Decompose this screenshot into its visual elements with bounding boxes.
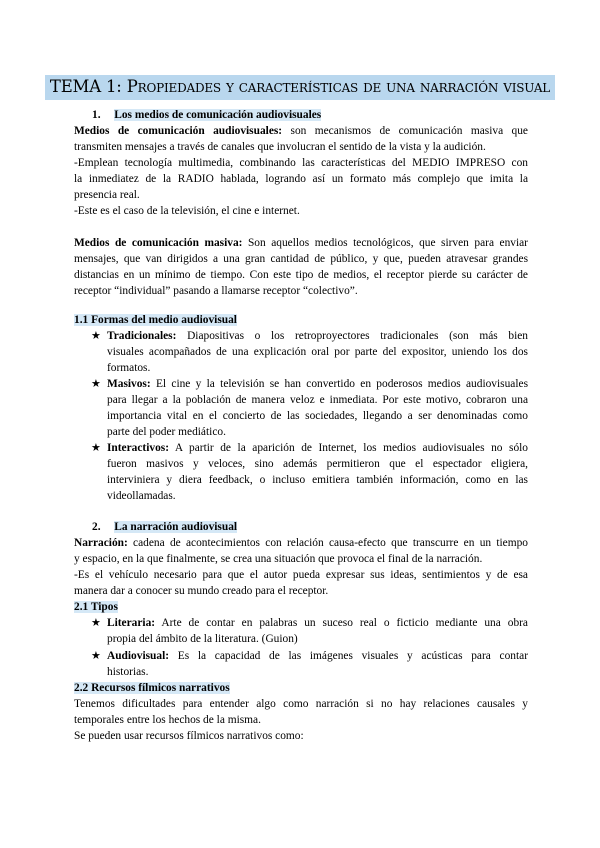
s21-b2-line1 xyxy=(107,648,528,664)
term-label: Audiovisual: xyxy=(107,650,170,662)
s21-b2-line2: historias. xyxy=(107,666,149,678)
s11-b2-line4: parte del poder mediático. xyxy=(107,426,226,438)
term-label: Interactivos: xyxy=(107,442,169,454)
s1-p4-line4: receptor “individual” pasando a llamarse receptor “colectivo”. xyxy=(74,285,358,297)
text-run: Es la capacidad de las imágenes visuales y acústicas para contar xyxy=(169,650,528,662)
s1-p1-line1 xyxy=(74,123,528,139)
s21-b1-line2: propia del ámbito de la literatura. (Guion) xyxy=(107,633,298,645)
s22-p2: Se pueden usar recursos fílmicos narrativos como: xyxy=(74,730,304,742)
s11-b3-line3: interviniera y diera feedback, o incluso emitiera también información, como en las xyxy=(107,474,528,486)
s1-p4-line2: mensajes, que van dirigidos a una gran cantidad de público, y que, pueden atravesar grandes xyxy=(74,253,528,265)
section-1-title: Los medios de comunicación audiovisuales xyxy=(114,109,322,121)
s2-p2-line2: manera dar a conocer su mundo creado para el receptor. xyxy=(74,585,329,597)
s1-p2-line1: -Emplean tecnología multimedia, combinando las características del MEDIO IMPRESO con xyxy=(74,157,528,169)
section-2-heading xyxy=(92,519,546,535)
text-run: El cine y la televisión se han convertido en poderosos medios audiovisuales xyxy=(150,378,528,390)
s11-b3-line2: fueron masivos y veloces, sino además permitieron que el espectador eligiera, xyxy=(107,458,528,470)
s1-p2-line3: presencia real. xyxy=(74,189,140,201)
section-2-2-heading xyxy=(74,680,528,696)
s2-p2-line1: -Es el vehículo necesario para que el autor pueda expresar sus ideas, sentimientos y de esa xyxy=(74,569,528,581)
s22-p1-line1: Tenemos dificultades para entender algo como narración si no hay relaciones causales y xyxy=(74,698,528,710)
section-2-2-title: 2.2 Recursos fílmicos narrativos xyxy=(74,682,230,694)
section-1-number: 1. xyxy=(92,109,101,121)
term-label: Masivos: xyxy=(107,378,151,390)
text-run: Arte de contar en palabras un suceso real o ficticio mediante una obra xyxy=(155,617,528,629)
s21-b1-line1 xyxy=(107,615,528,631)
s11-b1-line2: visuales acompañados de una explicación oral por parte del expositor, uniendo los dos xyxy=(107,346,528,358)
s1-p3: -Este es el caso de la televisión, el cine e internet. xyxy=(74,205,300,217)
s11-b2-line1 xyxy=(107,376,528,392)
text-run: A partir de la aparición de Internet, los medios audiovisuales no sólo xyxy=(169,442,528,454)
section-2-title: La narración audiovisual xyxy=(114,521,238,533)
star-bullet-icon: ★ xyxy=(91,442,101,454)
s22-p1-line2: temporales entre los hechos de la misma. xyxy=(74,714,261,726)
s11-b1-line1 xyxy=(107,328,528,344)
s11-b2-line2: para llegar a la población de manera veloz e inmediata. Por este motivo, cobraron una xyxy=(107,394,528,406)
s1-p2-line2: la inmediatez de la RADIO hablada, logrando así un formato más complejo que imita la xyxy=(74,173,528,185)
star-bullet-icon: ★ xyxy=(91,330,101,342)
section-2-number: 2. xyxy=(92,521,101,533)
star-bullet-icon: ★ xyxy=(91,378,101,390)
section-2-1-title: 2.1 Tipos xyxy=(74,601,118,613)
star-bullet-icon: ★ xyxy=(91,650,101,662)
s2-p1-line2: y espacio, en la que finalmente, se crea una situación que provoca el final de la narración. xyxy=(74,553,483,565)
s1-p4-line3: distancias en un mínimo de tiempo. Con este tipo de medios, el receptor pierde su carácter de xyxy=(74,269,528,281)
text-run: son mecanismos de comunicación masiva que xyxy=(282,125,528,137)
term-label: Medios de comunicación masiva: xyxy=(74,237,243,249)
section-1-1-title: 1.1 Formas del medio audiovisual xyxy=(74,314,237,326)
s2-p1-line1 xyxy=(74,535,528,551)
text-run: Son aquellos medios tecnológicos, que sirven para enviar xyxy=(242,237,528,249)
section-1-1-heading xyxy=(74,312,528,328)
s11-b3-line1 xyxy=(107,440,528,456)
text-run: Diapositivas o los retroproyectores tradicionales (son más bien xyxy=(176,330,528,342)
page-title: TEMA 1: Propiedades y características de una narración visual xyxy=(45,75,555,100)
term-label: Literaria: xyxy=(107,617,156,629)
section-2-1-heading xyxy=(74,599,528,615)
s1-p4-line1 xyxy=(74,235,528,251)
star-bullet-icon: ★ xyxy=(91,617,101,629)
term-label: Narración: xyxy=(74,537,128,549)
text-run: cadena de acontecimientos con relación causa-efecto que transcurre en un tiempo xyxy=(127,537,528,549)
s11-b3-line4: videollamadas. xyxy=(107,490,176,502)
term-label: Tradicionales: xyxy=(107,330,177,342)
section-1-heading xyxy=(92,107,546,123)
title-wrap xyxy=(0,75,600,100)
s1-p1-line2: transmiten mensajes a través de canales que involucran el sentido de la vista y la audición. xyxy=(74,141,486,153)
s11-b2-line3: importancia vital en el concierto de las sociedades, llegando a ser denominadas como xyxy=(107,410,528,422)
s11-b1-line3: formatos. xyxy=(107,362,151,374)
term-label: Medios de comunicación audiovisuales: xyxy=(74,125,283,137)
